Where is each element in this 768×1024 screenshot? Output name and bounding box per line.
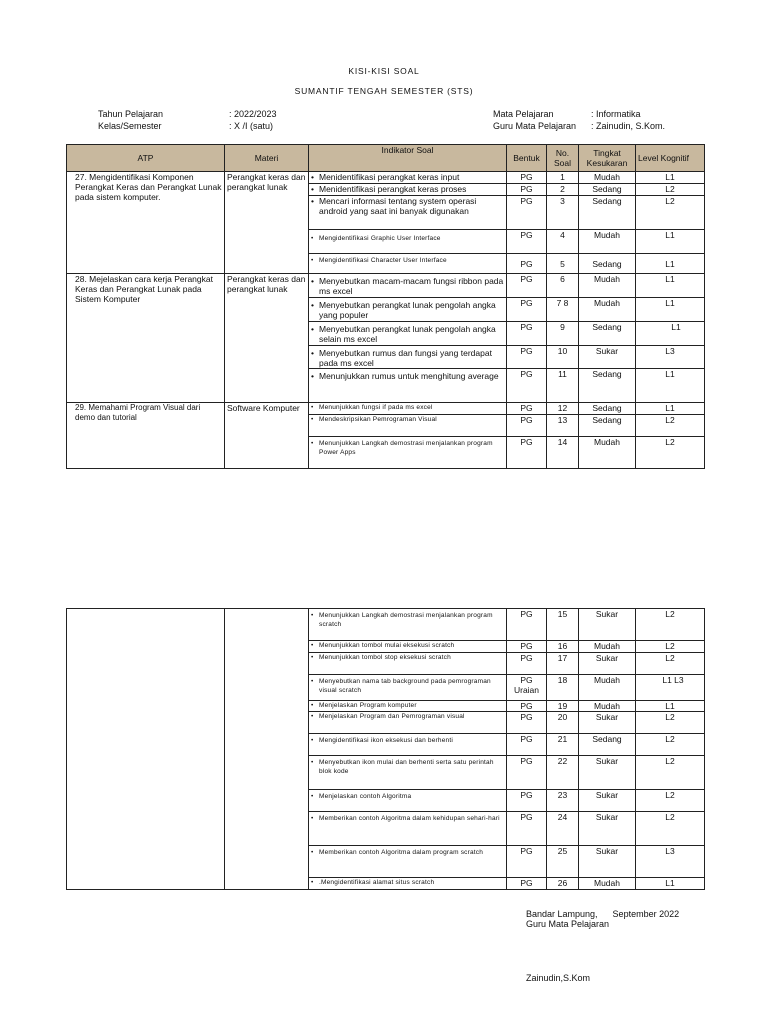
kelas-label: Kelas/Semester — [98, 121, 162, 131]
indikator-text: Menunjukkan tombol mulai eksekusi scratch — [319, 642, 455, 649]
bentuk-cell: PG — [507, 322, 547, 346]
tingkat-cell: Sukar — [579, 790, 636, 812]
bullet-icon: • — [311, 235, 314, 242]
tingkat-cell: Sukar — [579, 812, 636, 846]
indikator-text: Mengidentifikasi ikon eksekusi dan berhenti — [319, 737, 453, 744]
bullet-icon: • — [311, 793, 314, 800]
document-title: KISI-KISI SOAL — [348, 66, 420, 76]
header-tingkat: Tingkat Kesukaran — [579, 145, 636, 172]
indikator-text: Menyebutkan perangkat lunak pengolah angka yang populer — [319, 300, 496, 320]
tingkat-cell: Sukar — [579, 756, 636, 790]
bullet-icon: • — [311, 172, 314, 182]
level-cell: L1 — [636, 254, 705, 274]
bentuk-cell: PG — [507, 274, 547, 298]
indikator-text: Memberikan contoh Algoritma dalam program scratch — [319, 849, 484, 856]
materi-cell: Software Komputer — [225, 403, 309, 469]
level-cell: L2 — [636, 653, 705, 675]
no-cell: 18 — [547, 675, 579, 701]
indikator-text: Menjelaskan contoh Algoritma — [319, 793, 412, 800]
table-header-row — [67, 145, 705, 172]
indikator-text: Menyebutkan perangkat lunak pengolah angka selain ms excel — [319, 324, 496, 344]
no-cell: 26 — [547, 878, 579, 890]
level-cell: L1 — [636, 298, 705, 322]
tingkat-cell: Sukar — [579, 653, 636, 675]
bentuk-cell: PG Uraian — [507, 675, 547, 701]
no-cell: 17 — [547, 653, 579, 675]
level-cell: L1 — [636, 274, 705, 298]
no-cell: 15 — [547, 609, 579, 641]
tingkat-cell: Mudah — [579, 675, 636, 701]
tingkat-cell: Sedang — [579, 184, 636, 196]
bentuk-cell: PG — [507, 254, 547, 274]
tingkat-cell: Sedang — [579, 322, 636, 346]
bullet-icon: • — [311, 612, 314, 619]
guru-label: Guru Mata Pelajaran — [493, 121, 577, 131]
level-cell: L2 — [636, 184, 705, 196]
bentuk-cell: PG — [507, 369, 547, 403]
header-bentuk: Bentuk — [507, 145, 547, 172]
tingkat-cell: Mudah — [579, 437, 636, 469]
indikator-text: .Mengidentifikasi alamat situs scratch — [319, 879, 435, 886]
header-indikator: Indikator Soal — [309, 145, 507, 172]
tingkat-cell: Mudah — [579, 230, 636, 254]
bullet-icon: • — [311, 759, 314, 766]
no-cell: 4 — [547, 230, 579, 254]
no-cell: 23 — [547, 790, 579, 812]
header-materi: Materi — [225, 145, 309, 172]
bullet-icon: • — [311, 371, 314, 381]
bentuk-cell: PG — [507, 230, 547, 254]
bullet-icon: • — [311, 654, 314, 661]
no-cell: 24 — [547, 812, 579, 846]
bullet-icon: • — [311, 404, 314, 411]
level-cell: L1 — [636, 230, 705, 254]
tahun-value: : 2022/2023 — [229, 109, 277, 119]
tahun-label: Tahun Pelajaran — [98, 109, 164, 119]
no-cell: 19 — [547, 701, 579, 712]
signature-role: Guru Mata Pelajaran — [526, 919, 610, 929]
tingkat-cell: Sedang — [579, 254, 636, 274]
bullet-icon: • — [311, 678, 314, 685]
level-cell: L2 — [636, 790, 705, 812]
level-cell: L2 — [636, 196, 705, 230]
indikator-text: Mengidentifikasi Graphic User Interface — [319, 235, 441, 242]
bentuk-cell: PG — [507, 701, 547, 712]
indikator-text: Menunjukkan tombol stop eksekusi scratch — [319, 654, 451, 661]
bentuk-cell: PG — [507, 196, 547, 230]
bentuk-cell: PG — [507, 712, 547, 734]
tingkat-cell: Sukar — [579, 609, 636, 641]
level-cell: L1 — [636, 369, 705, 403]
level-cell: L2 — [636, 641, 705, 653]
no-cell: 12 — [547, 403, 579, 415]
level-cell: L1 — [636, 878, 705, 890]
bullet-icon: • — [311, 300, 314, 310]
table-row — [67, 274, 705, 298]
header-atp: ATP — [67, 145, 225, 172]
bullet-icon: • — [311, 257, 314, 264]
tingkat-cell: Sedang — [579, 369, 636, 403]
no-cell: 21 — [547, 734, 579, 756]
no-cell: 1 — [547, 172, 579, 184]
level-cell: L1 L3 — [636, 675, 705, 701]
tingkat-cell: Mudah — [579, 701, 636, 712]
level-cell: L2 — [636, 415, 705, 437]
no-cell: 6 — [547, 274, 579, 298]
atp-cell: 28. Mejelaskan cara kerja Perangkat Keras dan Perangkat Lunak pada Sistem Komputer — [67, 274, 225, 403]
materi-cell-empty — [225, 609, 309, 890]
indikator-text: Menunjukkan Langkah demostrasi menjalankan program Power Apps — [319, 440, 493, 456]
tingkat-cell: Sedang — [579, 734, 636, 756]
bullet-icon: • — [311, 324, 314, 334]
level-cell: L1 — [636, 403, 705, 415]
bullet-icon: • — [311, 815, 314, 822]
no-cell: 7 8 — [547, 298, 579, 322]
level-cell: L1 — [636, 701, 705, 712]
bentuk-cell: PG — [507, 653, 547, 675]
no-cell: 9 — [547, 322, 579, 346]
bullet-icon: • — [311, 276, 314, 286]
mapel-label: Mata Pelajaran — [493, 109, 554, 119]
bentuk-cell: PG — [507, 734, 547, 756]
kelas-value: : X /I (satu) — [229, 121, 274, 131]
bullet-icon: • — [311, 642, 314, 649]
table-row — [67, 609, 705, 641]
indikator-text: Menidentifikasi perangkat keras proses — [319, 184, 467, 194]
indikator-text: Menyebutkan macam-macam fungsi ribbon pada ms excel — [319, 276, 504, 296]
tingkat-cell: Sedang — [579, 415, 636, 437]
kisi-kisi-table-2 — [66, 608, 705, 890]
materi-cell: Perangkat keras dan perangkat lunak — [225, 172, 309, 274]
indikator-text: Memberikan contoh Algoritma dalam kehidupan sehari-hari — [319, 815, 500, 822]
atp-cell-empty — [67, 609, 225, 890]
bentuk-cell: PG — [507, 172, 547, 184]
tingkat-cell: Mudah — [579, 641, 636, 653]
bentuk-cell: PG — [507, 403, 547, 415]
tingkat-cell: Sedang — [579, 196, 636, 230]
no-cell: 2 — [547, 184, 579, 196]
table-row — [67, 172, 705, 184]
bullet-icon: • — [311, 196, 314, 206]
level-cell: L2 — [636, 734, 705, 756]
tingkat-cell: Mudah — [579, 274, 636, 298]
bentuk-cell: PG — [507, 184, 547, 196]
level-cell: L2 — [636, 756, 705, 790]
indikator-text: Mencari informasi tentang system operasi android yang saat ini banyak digunakan — [319, 196, 477, 216]
no-cell: 25 — [547, 846, 579, 878]
indikator-text: Mengidentifikasi Character User Interface — [319, 257, 447, 264]
tingkat-cell: Sedang — [579, 403, 636, 415]
bullet-icon: • — [311, 440, 314, 447]
no-cell: 14 — [547, 437, 579, 469]
bentuk-cell: PG — [507, 298, 547, 322]
indikator-text: Menyebutkan rumus dan fungsi yang terdapat pada ms excel — [319, 348, 492, 368]
level-cell: L2 — [636, 609, 705, 641]
signature-place-date: Bandar Lampung, September 2022 — [526, 909, 680, 919]
header-level: Level Kognitif — [636, 145, 705, 172]
level-cell: L1 — [636, 172, 705, 184]
document-subtitle: SUMANTIF TENGAH SEMESTER (STS) — [294, 86, 474, 96]
bullet-icon: • — [311, 702, 314, 709]
no-cell: 11 — [547, 369, 579, 403]
bentuk-cell: PG — [507, 346, 547, 369]
no-cell: 20 — [547, 712, 579, 734]
kisi-kisi-table-1 — [66, 144, 705, 469]
no-cell: 16 — [547, 641, 579, 653]
level-cell: L3 — [636, 846, 705, 878]
bentuk-cell: PG — [507, 609, 547, 641]
bentuk-cell: PG — [507, 846, 547, 878]
indikator-text: Menunjukkan rumus untuk menghitung average — [319, 371, 499, 381]
bullet-icon: • — [311, 849, 314, 856]
level-cell: L1 — [636, 322, 705, 346]
bullet-icon: • — [311, 184, 314, 194]
tingkat-cell: Sukar — [579, 346, 636, 369]
indikator-text: Menjelaskan Program dan Pemrograman visual — [319, 713, 465, 720]
no-cell: 22 — [547, 756, 579, 790]
bentuk-cell: PG — [507, 415, 547, 437]
indikator-text: Menunjukkan Langkah demostrasi menjalankan program scratch — [319, 612, 493, 628]
level-cell: L3 — [636, 346, 705, 369]
bullet-icon: • — [311, 416, 314, 423]
bentuk-cell: PG — [507, 878, 547, 890]
level-cell: L2 — [636, 437, 705, 469]
bentuk-cell: PG — [507, 790, 547, 812]
mapel-value: : Informatika — [591, 109, 641, 119]
atp-cell: 27. Mengidentifikasi Komponen Perangkat Keras dan Perangkat Lunak pada sistem komputer. — [67, 172, 225, 274]
header-no-soal: No. Soal — [547, 145, 579, 172]
level-cell: L2 — [636, 812, 705, 846]
tingkat-cell: Sukar — [579, 846, 636, 878]
bentuk-cell: PG — [507, 641, 547, 653]
bentuk-cell: PG — [507, 756, 547, 790]
bullet-icon: • — [311, 348, 314, 358]
bentuk-cell: PG — [507, 812, 547, 846]
indikator-text: Menyebutkan nama tab background pada pemrograman visual scratch — [319, 678, 491, 694]
indikator-text: Menunjukkan fungsi if pada ms excel — [319, 404, 433, 411]
bullet-icon: • — [311, 737, 314, 744]
tingkat-cell: Sukar — [579, 712, 636, 734]
bullet-icon: • — [311, 879, 314, 886]
indikator-text: Menjelaskan Program komputer — [319, 702, 417, 709]
no-cell: 10 — [547, 346, 579, 369]
signature-name: Zainudin,S.Kom — [526, 973, 591, 983]
tingkat-cell: Mudah — [579, 298, 636, 322]
materi-cell: Perangkat keras dan perangkat lunak — [225, 274, 309, 403]
indikator-text: Mendeskripsikan Pemrograman Visual — [319, 416, 437, 423]
tingkat-cell: Mudah — [579, 878, 636, 890]
indikator-text: Menidentifikasi perangkat keras input — [319, 172, 460, 182]
no-cell: 5 — [547, 254, 579, 274]
guru-value: : Zainudin, S.Kom. — [591, 121, 666, 131]
tingkat-cell: Mudah — [579, 172, 636, 184]
level-cell: L2 — [636, 712, 705, 734]
indikator-text: Menyebutkan ikon mulai dan berhenti serta satu perintah blok kode — [319, 759, 494, 775]
table-row — [67, 403, 705, 415]
no-cell: 13 — [547, 415, 579, 437]
no-cell: 3 — [547, 196, 579, 230]
bentuk-cell: PG — [507, 437, 547, 469]
bullet-icon: • — [311, 713, 314, 720]
atp-cell: 29. Memahami Program Visual dari demo dan tutorial — [67, 403, 225, 469]
